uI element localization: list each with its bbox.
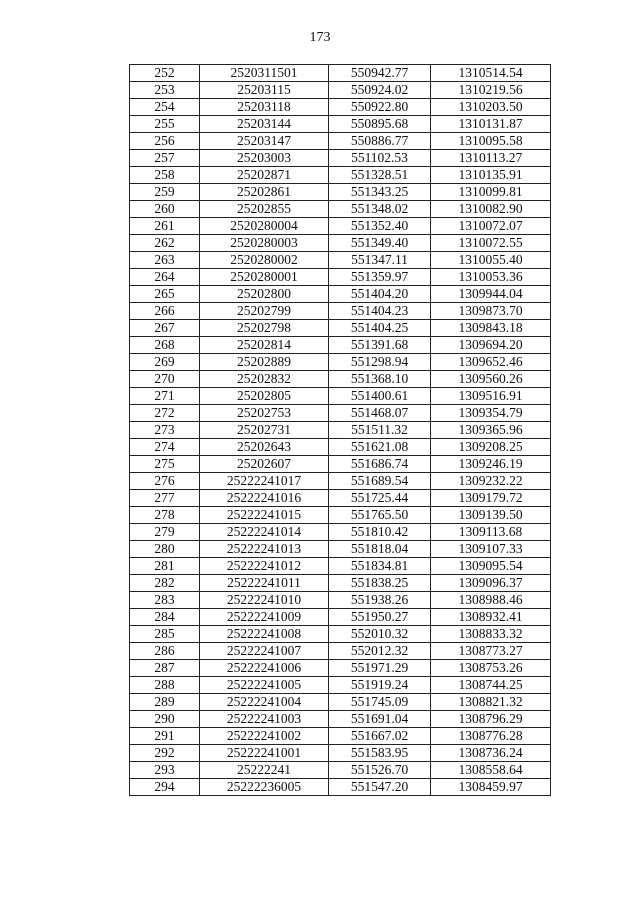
- x-coordinate-cell: 551328.51: [329, 167, 431, 184]
- row-number-cell: 260: [130, 201, 200, 218]
- row-number-cell: 268: [130, 337, 200, 354]
- point-id-cell: 2520280004: [200, 218, 329, 235]
- row-number-cell: 281: [130, 558, 200, 575]
- y-coordinate-cell: 1308753.26: [431, 660, 551, 677]
- y-coordinate-cell: 1310514.54: [431, 65, 551, 82]
- y-coordinate-cell: 1309246.19: [431, 456, 551, 473]
- point-id-cell: 25202814: [200, 337, 329, 354]
- table-row: [130, 507, 551, 524]
- point-id-cell: 25222241010: [200, 592, 329, 609]
- point-id-cell: 25202799: [200, 303, 329, 320]
- y-coordinate-cell: 1310082.90: [431, 201, 551, 218]
- table-row: [130, 354, 551, 371]
- point-id-cell: 25202731: [200, 422, 329, 439]
- x-coordinate-cell: 551391.68: [329, 337, 431, 354]
- row-number-cell: 272: [130, 405, 200, 422]
- x-coordinate-cell: 550922.80: [329, 99, 431, 116]
- point-id-cell: 25202643: [200, 439, 329, 456]
- table-row: [130, 643, 551, 660]
- point-id-cell: 25202800: [200, 286, 329, 303]
- y-coordinate-cell: 1310135.91: [431, 167, 551, 184]
- x-coordinate-cell: 551971.29: [329, 660, 431, 677]
- table-row: [130, 524, 551, 541]
- table-body: [130, 65, 551, 796]
- x-coordinate-cell: 551404.25: [329, 320, 431, 337]
- point-id-cell: 25202805: [200, 388, 329, 405]
- x-coordinate-cell: 551745.09: [329, 694, 431, 711]
- x-coordinate-cell: 551689.54: [329, 473, 431, 490]
- y-coordinate-cell: 1309139.50: [431, 507, 551, 524]
- x-coordinate-cell: 551359.97: [329, 269, 431, 286]
- point-id-cell: 25203118: [200, 99, 329, 116]
- row-number-cell: 279: [130, 524, 200, 541]
- y-coordinate-cell: 1309208.25: [431, 439, 551, 456]
- x-coordinate-cell: 551950.27: [329, 609, 431, 626]
- y-coordinate-cell: 1309944.04: [431, 286, 551, 303]
- row-number-cell: 274: [130, 439, 200, 456]
- y-coordinate-cell: 1308833.32: [431, 626, 551, 643]
- table-row: [130, 269, 551, 286]
- row-number-cell: 284: [130, 609, 200, 626]
- table-row: [130, 82, 551, 99]
- y-coordinate-cell: 1309107.33: [431, 541, 551, 558]
- y-coordinate-cell: 1309095.54: [431, 558, 551, 575]
- y-coordinate-cell: 1309560.26: [431, 371, 551, 388]
- x-coordinate-cell: 551298.94: [329, 354, 431, 371]
- table-row: [130, 201, 551, 218]
- x-coordinate-cell: 550895.68: [329, 116, 431, 133]
- table-row: [130, 184, 551, 201]
- y-coordinate-cell: 1310095.58: [431, 133, 551, 150]
- table-row: [130, 745, 551, 762]
- row-number-cell: 276: [130, 473, 200, 490]
- point-id-cell: 25203003: [200, 150, 329, 167]
- table-row: [130, 762, 551, 779]
- x-coordinate-cell: 551404.20: [329, 286, 431, 303]
- table-row: [130, 711, 551, 728]
- table-row: [130, 422, 551, 439]
- x-coordinate-cell: 551102.53: [329, 150, 431, 167]
- point-id-cell: 25222241009: [200, 609, 329, 626]
- table-row: [130, 388, 551, 405]
- table-row: [130, 252, 551, 269]
- row-number-cell: 294: [130, 779, 200, 796]
- table-row: [130, 133, 551, 150]
- y-coordinate-cell: 1310203.50: [431, 99, 551, 116]
- x-coordinate-cell: 551818.04: [329, 541, 431, 558]
- x-coordinate-cell: 551468.07: [329, 405, 431, 422]
- table-row: [130, 626, 551, 643]
- y-coordinate-cell: 1310099.81: [431, 184, 551, 201]
- x-coordinate-cell: 552012.32: [329, 643, 431, 660]
- row-number-cell: 266: [130, 303, 200, 320]
- row-number-cell: 259: [130, 184, 200, 201]
- table-row: [130, 320, 551, 337]
- x-coordinate-cell: 551725.44: [329, 490, 431, 507]
- table-row: [130, 779, 551, 796]
- row-number-cell: 252: [130, 65, 200, 82]
- x-coordinate-cell: 550924.02: [329, 82, 431, 99]
- y-coordinate-cell: 1309179.72: [431, 490, 551, 507]
- row-number-cell: 261: [130, 218, 200, 235]
- point-id-cell: 25202871: [200, 167, 329, 184]
- point-id-cell: 25202798: [200, 320, 329, 337]
- row-number-cell: 278: [130, 507, 200, 524]
- x-coordinate-cell: 551919.24: [329, 677, 431, 694]
- table-row: [130, 235, 551, 252]
- point-id-cell: 25202607: [200, 456, 329, 473]
- y-coordinate-cell: 1309652.46: [431, 354, 551, 371]
- point-id-cell: 2520280002: [200, 252, 329, 269]
- y-coordinate-cell: 1309354.79: [431, 405, 551, 422]
- y-coordinate-cell: 1309365.96: [431, 422, 551, 439]
- table-row: [130, 660, 551, 677]
- y-coordinate-cell: 1310072.55: [431, 235, 551, 252]
- y-coordinate-cell: 1309694.20: [431, 337, 551, 354]
- x-coordinate-cell: 552010.32: [329, 626, 431, 643]
- y-coordinate-cell: 1308736.24: [431, 745, 551, 762]
- table-row: [130, 592, 551, 609]
- table-row: [130, 65, 551, 82]
- y-coordinate-cell: 1308988.46: [431, 592, 551, 609]
- point-id-cell: 25222241007: [200, 643, 329, 660]
- point-id-cell: 2520280003: [200, 235, 329, 252]
- row-number-cell: 273: [130, 422, 200, 439]
- y-coordinate-cell: 1308558.64: [431, 762, 551, 779]
- point-id-cell: 25222241015: [200, 507, 329, 524]
- y-coordinate-cell: 1308776.28: [431, 728, 551, 745]
- row-number-cell: 277: [130, 490, 200, 507]
- table-row: [130, 456, 551, 473]
- point-id-cell: 2520311501: [200, 65, 329, 82]
- point-id-cell: 25222241014: [200, 524, 329, 541]
- point-id-cell: 25202753: [200, 405, 329, 422]
- row-number-cell: 287: [130, 660, 200, 677]
- x-coordinate-cell: 551343.25: [329, 184, 431, 201]
- table-row: [130, 218, 551, 235]
- point-id-cell: 25222241017: [200, 473, 329, 490]
- point-id-cell: 25222241004: [200, 694, 329, 711]
- table-row: [130, 609, 551, 626]
- y-coordinate-cell: 1309843.18: [431, 320, 551, 337]
- row-number-cell: 293: [130, 762, 200, 779]
- table-row: [130, 490, 551, 507]
- row-number-cell: 262: [130, 235, 200, 252]
- row-number-cell: 269: [130, 354, 200, 371]
- y-coordinate-cell: 1308796.29: [431, 711, 551, 728]
- y-coordinate-cell: 1310055.40: [431, 252, 551, 269]
- point-id-cell: 25202855: [200, 201, 329, 218]
- point-id-cell: 25222241001: [200, 745, 329, 762]
- table-row: [130, 575, 551, 592]
- point-id-cell: 25203147: [200, 133, 329, 150]
- x-coordinate-cell: 551686.74: [329, 456, 431, 473]
- row-number-cell: 290: [130, 711, 200, 728]
- x-coordinate-cell: 551400.61: [329, 388, 431, 405]
- x-coordinate-cell: 551834.81: [329, 558, 431, 575]
- x-coordinate-cell: 551583.95: [329, 745, 431, 762]
- row-number-cell: 270: [130, 371, 200, 388]
- point-id-cell: 25222241012: [200, 558, 329, 575]
- row-number-cell: 263: [130, 252, 200, 269]
- y-coordinate-cell: 1310219.56: [431, 82, 551, 99]
- row-number-cell: 258: [130, 167, 200, 184]
- row-number-cell: 275: [130, 456, 200, 473]
- row-number-cell: 253: [130, 82, 200, 99]
- y-coordinate-cell: 1308932.41: [431, 609, 551, 626]
- y-coordinate-cell: 1310053.36: [431, 269, 551, 286]
- table-row: [130, 337, 551, 354]
- point-id-cell: 25222241011: [200, 575, 329, 592]
- x-coordinate-cell: 551621.08: [329, 439, 431, 456]
- y-coordinate-cell: 1309232.22: [431, 473, 551, 490]
- x-coordinate-cell: 551810.42: [329, 524, 431, 541]
- row-number-cell: 283: [130, 592, 200, 609]
- row-number-cell: 280: [130, 541, 200, 558]
- page-number: 173: [309, 30, 331, 45]
- point-id-cell: 25202861: [200, 184, 329, 201]
- point-id-cell: 25222236005: [200, 779, 329, 796]
- row-number-cell: 288: [130, 677, 200, 694]
- point-id-cell: 25222241016: [200, 490, 329, 507]
- table-row: [130, 99, 551, 116]
- x-coordinate-cell: 551547.20: [329, 779, 431, 796]
- point-id-cell: 25202832: [200, 371, 329, 388]
- row-number-cell: 289: [130, 694, 200, 711]
- x-coordinate-cell: 551526.70: [329, 762, 431, 779]
- table-row: [130, 371, 551, 388]
- point-id-cell: 25203115: [200, 82, 329, 99]
- point-id-cell: 25222241003: [200, 711, 329, 728]
- row-number-cell: 265: [130, 286, 200, 303]
- x-coordinate-cell: 550886.77: [329, 133, 431, 150]
- table-row: [130, 558, 551, 575]
- y-coordinate-cell: 1310113.27: [431, 150, 551, 167]
- x-coordinate-cell: 551368.10: [329, 371, 431, 388]
- table-row: [130, 541, 551, 558]
- table-row: [130, 439, 551, 456]
- table-row: [130, 473, 551, 490]
- point-id-cell: 25222241008: [200, 626, 329, 643]
- x-coordinate-cell: 551667.02: [329, 728, 431, 745]
- x-coordinate-cell: 551347.11: [329, 252, 431, 269]
- table-row: [130, 286, 551, 303]
- y-coordinate-cell: 1308821.32: [431, 694, 551, 711]
- y-coordinate-cell: 1309516.91: [431, 388, 551, 405]
- row-number-cell: 292: [130, 745, 200, 762]
- table-row: [130, 694, 551, 711]
- row-number-cell: 257: [130, 150, 200, 167]
- point-id-cell: 2520280001: [200, 269, 329, 286]
- row-number-cell: 286: [130, 643, 200, 660]
- x-coordinate-cell: 551348.02: [329, 201, 431, 218]
- table-row: [130, 167, 551, 184]
- y-coordinate-cell: 1308459.97: [431, 779, 551, 796]
- x-coordinate-cell: 550942.77: [329, 65, 431, 82]
- x-coordinate-cell: 551352.40: [329, 218, 431, 235]
- point-id-cell: 25222241005: [200, 677, 329, 694]
- y-coordinate-cell: 1309113.68: [431, 524, 551, 541]
- y-coordinate-cell: 1308773.27: [431, 643, 551, 660]
- x-coordinate-cell: 551765.50: [329, 507, 431, 524]
- row-number-cell: 267: [130, 320, 200, 337]
- y-coordinate-cell: 1309873.70: [431, 303, 551, 320]
- row-number-cell: 291: [130, 728, 200, 745]
- point-id-cell: 25202889: [200, 354, 329, 371]
- row-number-cell: 285: [130, 626, 200, 643]
- x-coordinate-cell: 551511.32: [329, 422, 431, 439]
- y-coordinate-cell: 1310072.07: [431, 218, 551, 235]
- table-row: [130, 303, 551, 320]
- y-coordinate-cell: 1308744.25: [431, 677, 551, 694]
- x-coordinate-cell: 551938.26: [329, 592, 431, 609]
- point-id-cell: 25222241013: [200, 541, 329, 558]
- coordinates-table: [129, 64, 551, 796]
- x-coordinate-cell: 551838.25: [329, 575, 431, 592]
- x-coordinate-cell: 551349.40: [329, 235, 431, 252]
- row-number-cell: 271: [130, 388, 200, 405]
- point-id-cell: 25222241: [200, 762, 329, 779]
- y-coordinate-cell: 1310131.87: [431, 116, 551, 133]
- point-id-cell: 25203144: [200, 116, 329, 133]
- table-row: [130, 150, 551, 167]
- row-number-cell: 256: [130, 133, 200, 150]
- point-id-cell: 25222241002: [200, 728, 329, 745]
- table-row: [130, 728, 551, 745]
- table-row: [130, 677, 551, 694]
- y-coordinate-cell: 1309096.37: [431, 575, 551, 592]
- row-number-cell: 282: [130, 575, 200, 592]
- x-coordinate-cell: 551691.04: [329, 711, 431, 728]
- x-coordinate-cell: 551404.23: [329, 303, 431, 320]
- row-number-cell: 264: [130, 269, 200, 286]
- table-row: [130, 116, 551, 133]
- table-row: [130, 405, 551, 422]
- point-id-cell: 25222241006: [200, 660, 329, 677]
- row-number-cell: 255: [130, 116, 200, 133]
- row-number-cell: 254: [130, 99, 200, 116]
